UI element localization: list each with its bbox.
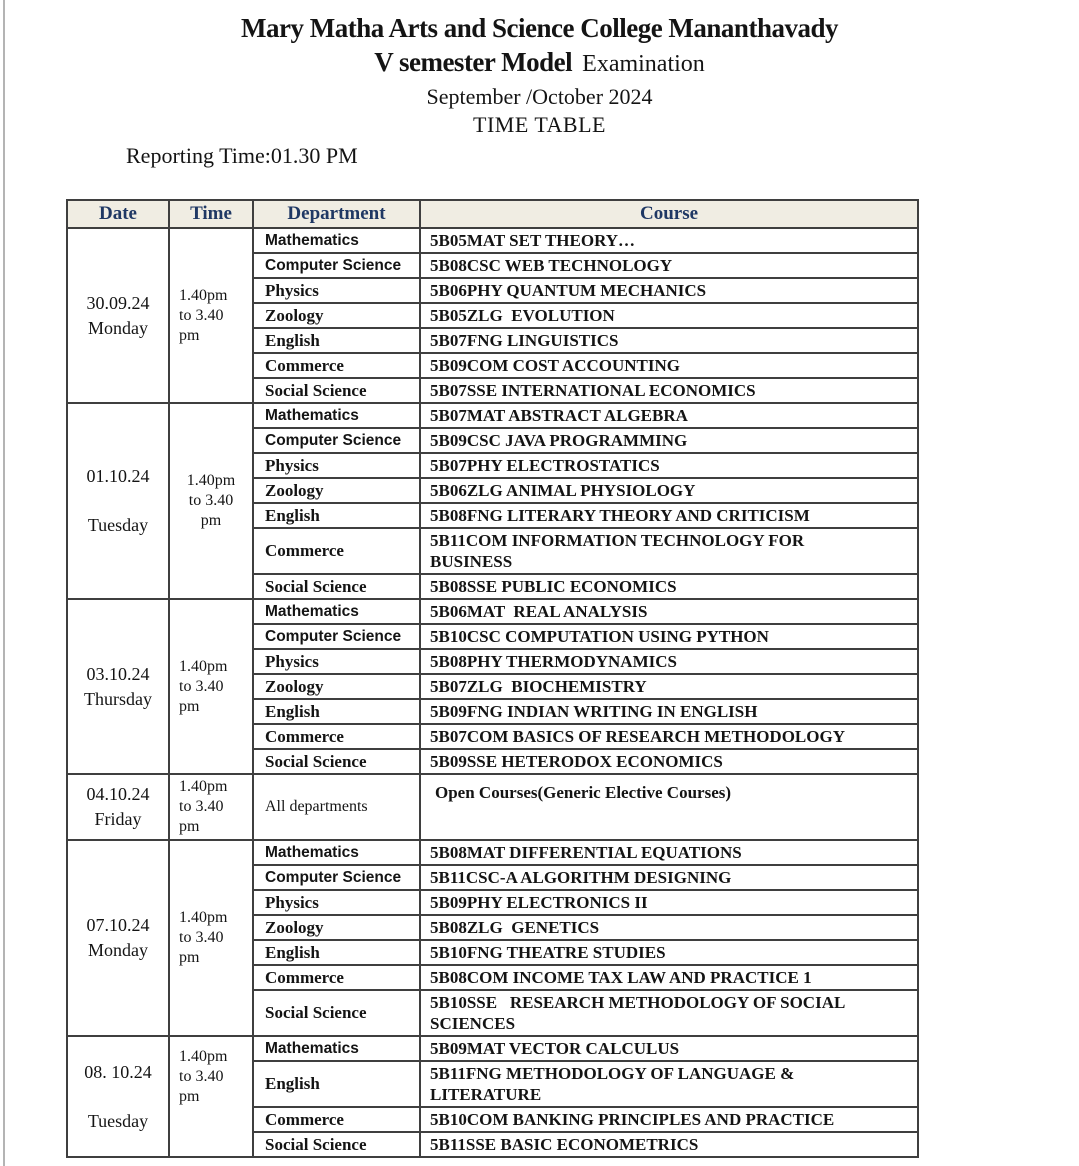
- date-value: 08. 10.24: [84, 1061, 152, 1082]
- course-cell: 5B08MAT DIFFERENTIAL EQUATIONS: [420, 840, 918, 865]
- course-cell: 5B05ZLG EVOLUTION: [420, 303, 918, 328]
- department-cell: Commerce: [253, 1107, 420, 1132]
- department-cell: Zoology: [253, 674, 420, 699]
- date-cell: [67, 403, 169, 599]
- department-cell: Computer Science: [253, 428, 420, 453]
- course-cell: 5B10SSE RESEARCH METHODOLOGY OF SOCIAL SCIENCES: [420, 990, 918, 1036]
- date-cell: [67, 840, 169, 1036]
- course-cell: 5B06PHY QUANTUM MECHANICS: [420, 278, 918, 303]
- exam-title-sub: Examination: [582, 51, 705, 77]
- day-value: Friday: [94, 809, 142, 829]
- course-cell: 5B07FNG LINGUISTICS: [420, 328, 918, 353]
- department-cell: Mathematics: [253, 403, 420, 428]
- college-title: Mary Matha Arts and Science College Mananthavady: [241, 13, 838, 43]
- date-value: 30.09.24: [86, 292, 150, 313]
- department-cell: Mathematics: [253, 228, 420, 253]
- department-cell: Physics: [253, 453, 420, 478]
- department-cell: Mathematics: [253, 1036, 420, 1061]
- course-cell: 5B09FNG INDIAN WRITING IN ENGLISH: [420, 699, 918, 724]
- course-cell: 5B06ZLG ANIMAL PHYSIOLOGY: [420, 478, 918, 503]
- department-cell: Commerce: [253, 528, 420, 574]
- department-cell: Zoology: [253, 478, 420, 503]
- course-cell: 5B09PHY ELECTRONICS II: [420, 890, 918, 915]
- time-cell: 1.40pm to 3.40 pm: [169, 840, 253, 1036]
- table-row: [67, 1036, 918, 1061]
- department-cell: Physics: [253, 890, 420, 915]
- course-cell: Open Courses(Generic Elective Courses): [420, 774, 918, 840]
- header-date: Date: [67, 200, 169, 228]
- date-value: 03.10.24: [86, 663, 150, 684]
- course-cell: 5B07SSE INTERNATIONAL ECONOMICS: [420, 378, 918, 403]
- exam-title: [0, 45, 1079, 81]
- department-cell: Commerce: [253, 353, 420, 378]
- course-cell: 5B08PHY THERMODYNAMICS: [420, 649, 918, 674]
- department-cell: Commerce: [253, 724, 420, 749]
- department-cell: English: [253, 503, 420, 528]
- day-value: Monday: [88, 940, 148, 960]
- day-value: Thursday: [84, 688, 152, 709]
- department-cell: Computer Science: [253, 865, 420, 890]
- date-cell: [67, 1036, 169, 1157]
- department-cell: Computer Science: [253, 253, 420, 278]
- department-cell: Mathematics: [253, 840, 420, 865]
- course-cell: 5B07ZLG BIOCHEMISTRY: [420, 674, 918, 699]
- department-cell: Computer Science: [253, 624, 420, 649]
- header-department: Department: [253, 200, 420, 228]
- day-value: Tuesday: [87, 515, 149, 535]
- course-cell: 5B08ZLG GENETICS: [420, 915, 918, 940]
- time-cell: 1.40pm to 3.40 pm: [169, 228, 253, 403]
- department-cell: Social Science: [253, 574, 420, 599]
- time-cell: 1.40pm to 3.40 pm: [169, 1036, 253, 1157]
- date-cell: [67, 774, 169, 840]
- table-header-row: [67, 200, 918, 228]
- course-cell: 5B11CSC-A ALGORITHM DESIGNING: [420, 865, 918, 890]
- department-cell: English: [253, 328, 420, 353]
- exam-month: September /October 2024: [426, 84, 653, 109]
- department-cell: Physics: [253, 278, 420, 303]
- course-cell: 5B09SSE HETERODOX ECONOMICS: [420, 749, 918, 774]
- table-row: [67, 403, 918, 428]
- course-cell: 5B09COM COST ACCOUNTING: [420, 353, 918, 378]
- course-cell: 5B05MAT SET THEORY…: [420, 228, 918, 253]
- department-cell: Social Science: [253, 990, 420, 1036]
- course-cell: 5B10COM BANKING PRINCIPLES AND PRACTICE: [420, 1107, 918, 1132]
- exam-title-main: V semester Model: [374, 47, 573, 77]
- course-cell: 5B09MAT VECTOR CALCULUS: [420, 1036, 918, 1061]
- header-time: Time: [169, 200, 253, 228]
- course-cell: 5B09CSC JAVA PROGRAMMING: [420, 428, 918, 453]
- date-cell: [67, 599, 169, 774]
- timetable-label: TIME TABLE: [473, 112, 606, 137]
- department-cell: All departments: [253, 774, 420, 840]
- course-cell: 5B10CSC COMPUTATION USING PYTHON: [420, 624, 918, 649]
- course-cell: 5B06MAT REAL ANALYSIS: [420, 599, 918, 624]
- department-cell: Zoology: [253, 915, 420, 940]
- date-value: 07.10.24: [86, 915, 150, 935]
- page-left-edge: [3, 0, 5, 1166]
- course-cell: 5B07PHY ELECTROSTATICS: [420, 453, 918, 478]
- department-cell: Social Science: [253, 378, 420, 403]
- table-row: [67, 599, 918, 624]
- course-cell: 5B11FNG METHODOLOGY OF LANGUAGE & LITERATURE: [420, 1061, 918, 1107]
- date-value: 01.10.24: [86, 466, 150, 486]
- reporting-time: Reporting Time:01.30 PM: [126, 143, 358, 168]
- department-cell: Commerce: [253, 965, 420, 990]
- department-cell: Social Science: [253, 749, 420, 774]
- time-cell: 1.40pm to 3.40 pm: [169, 774, 253, 840]
- table-row: [67, 774, 918, 840]
- department-cell: Mathematics: [253, 599, 420, 624]
- time-cell: 1.40pm to 3.40 pm: [169, 599, 253, 774]
- course-cell: 5B07MAT ABSTRACT ALGEBRA: [420, 403, 918, 428]
- department-cell: English: [253, 699, 420, 724]
- day-value: Tuesday: [87, 1110, 149, 1131]
- course-cell: 5B11COM INFORMATION TECHNOLOGY FOR BUSINESS: [420, 528, 918, 574]
- date-cell: [67, 228, 169, 403]
- timetable: [66, 199, 919, 1158]
- course-cell: 5B08COM INCOME TAX LAW AND PRACTICE 1: [420, 965, 918, 990]
- course-cell: 5B07COM BASICS OF RESEARCH METHODOLOGY: [420, 724, 918, 749]
- department-cell: Physics: [253, 649, 420, 674]
- day-value: Monday: [88, 317, 148, 338]
- course-cell: 5B08CSC WEB TECHNOLOGY: [420, 253, 918, 278]
- department-cell: English: [253, 1061, 420, 1107]
- department-cell: Zoology: [253, 303, 420, 328]
- department-cell: English: [253, 940, 420, 965]
- course-cell: 5B11SSE BASIC ECONOMETRICS: [420, 1132, 918, 1157]
- department-cell: Social Science: [253, 1132, 420, 1157]
- time-cell: 1.40pm to 3.40 pm: [169, 403, 253, 599]
- document-header: [0, 0, 1079, 139]
- course-cell: 5B08FNG LITERARY THEORY AND CRITICISM: [420, 503, 918, 528]
- header-course: Course: [420, 200, 918, 228]
- table-row: [67, 228, 918, 253]
- course-cell: 5B10FNG THEATRE STUDIES: [420, 940, 918, 965]
- course-cell: 5B08SSE PUBLIC ECONOMICS: [420, 574, 918, 599]
- date-value: 04.10.24: [86, 784, 150, 804]
- table-row: [67, 840, 918, 865]
